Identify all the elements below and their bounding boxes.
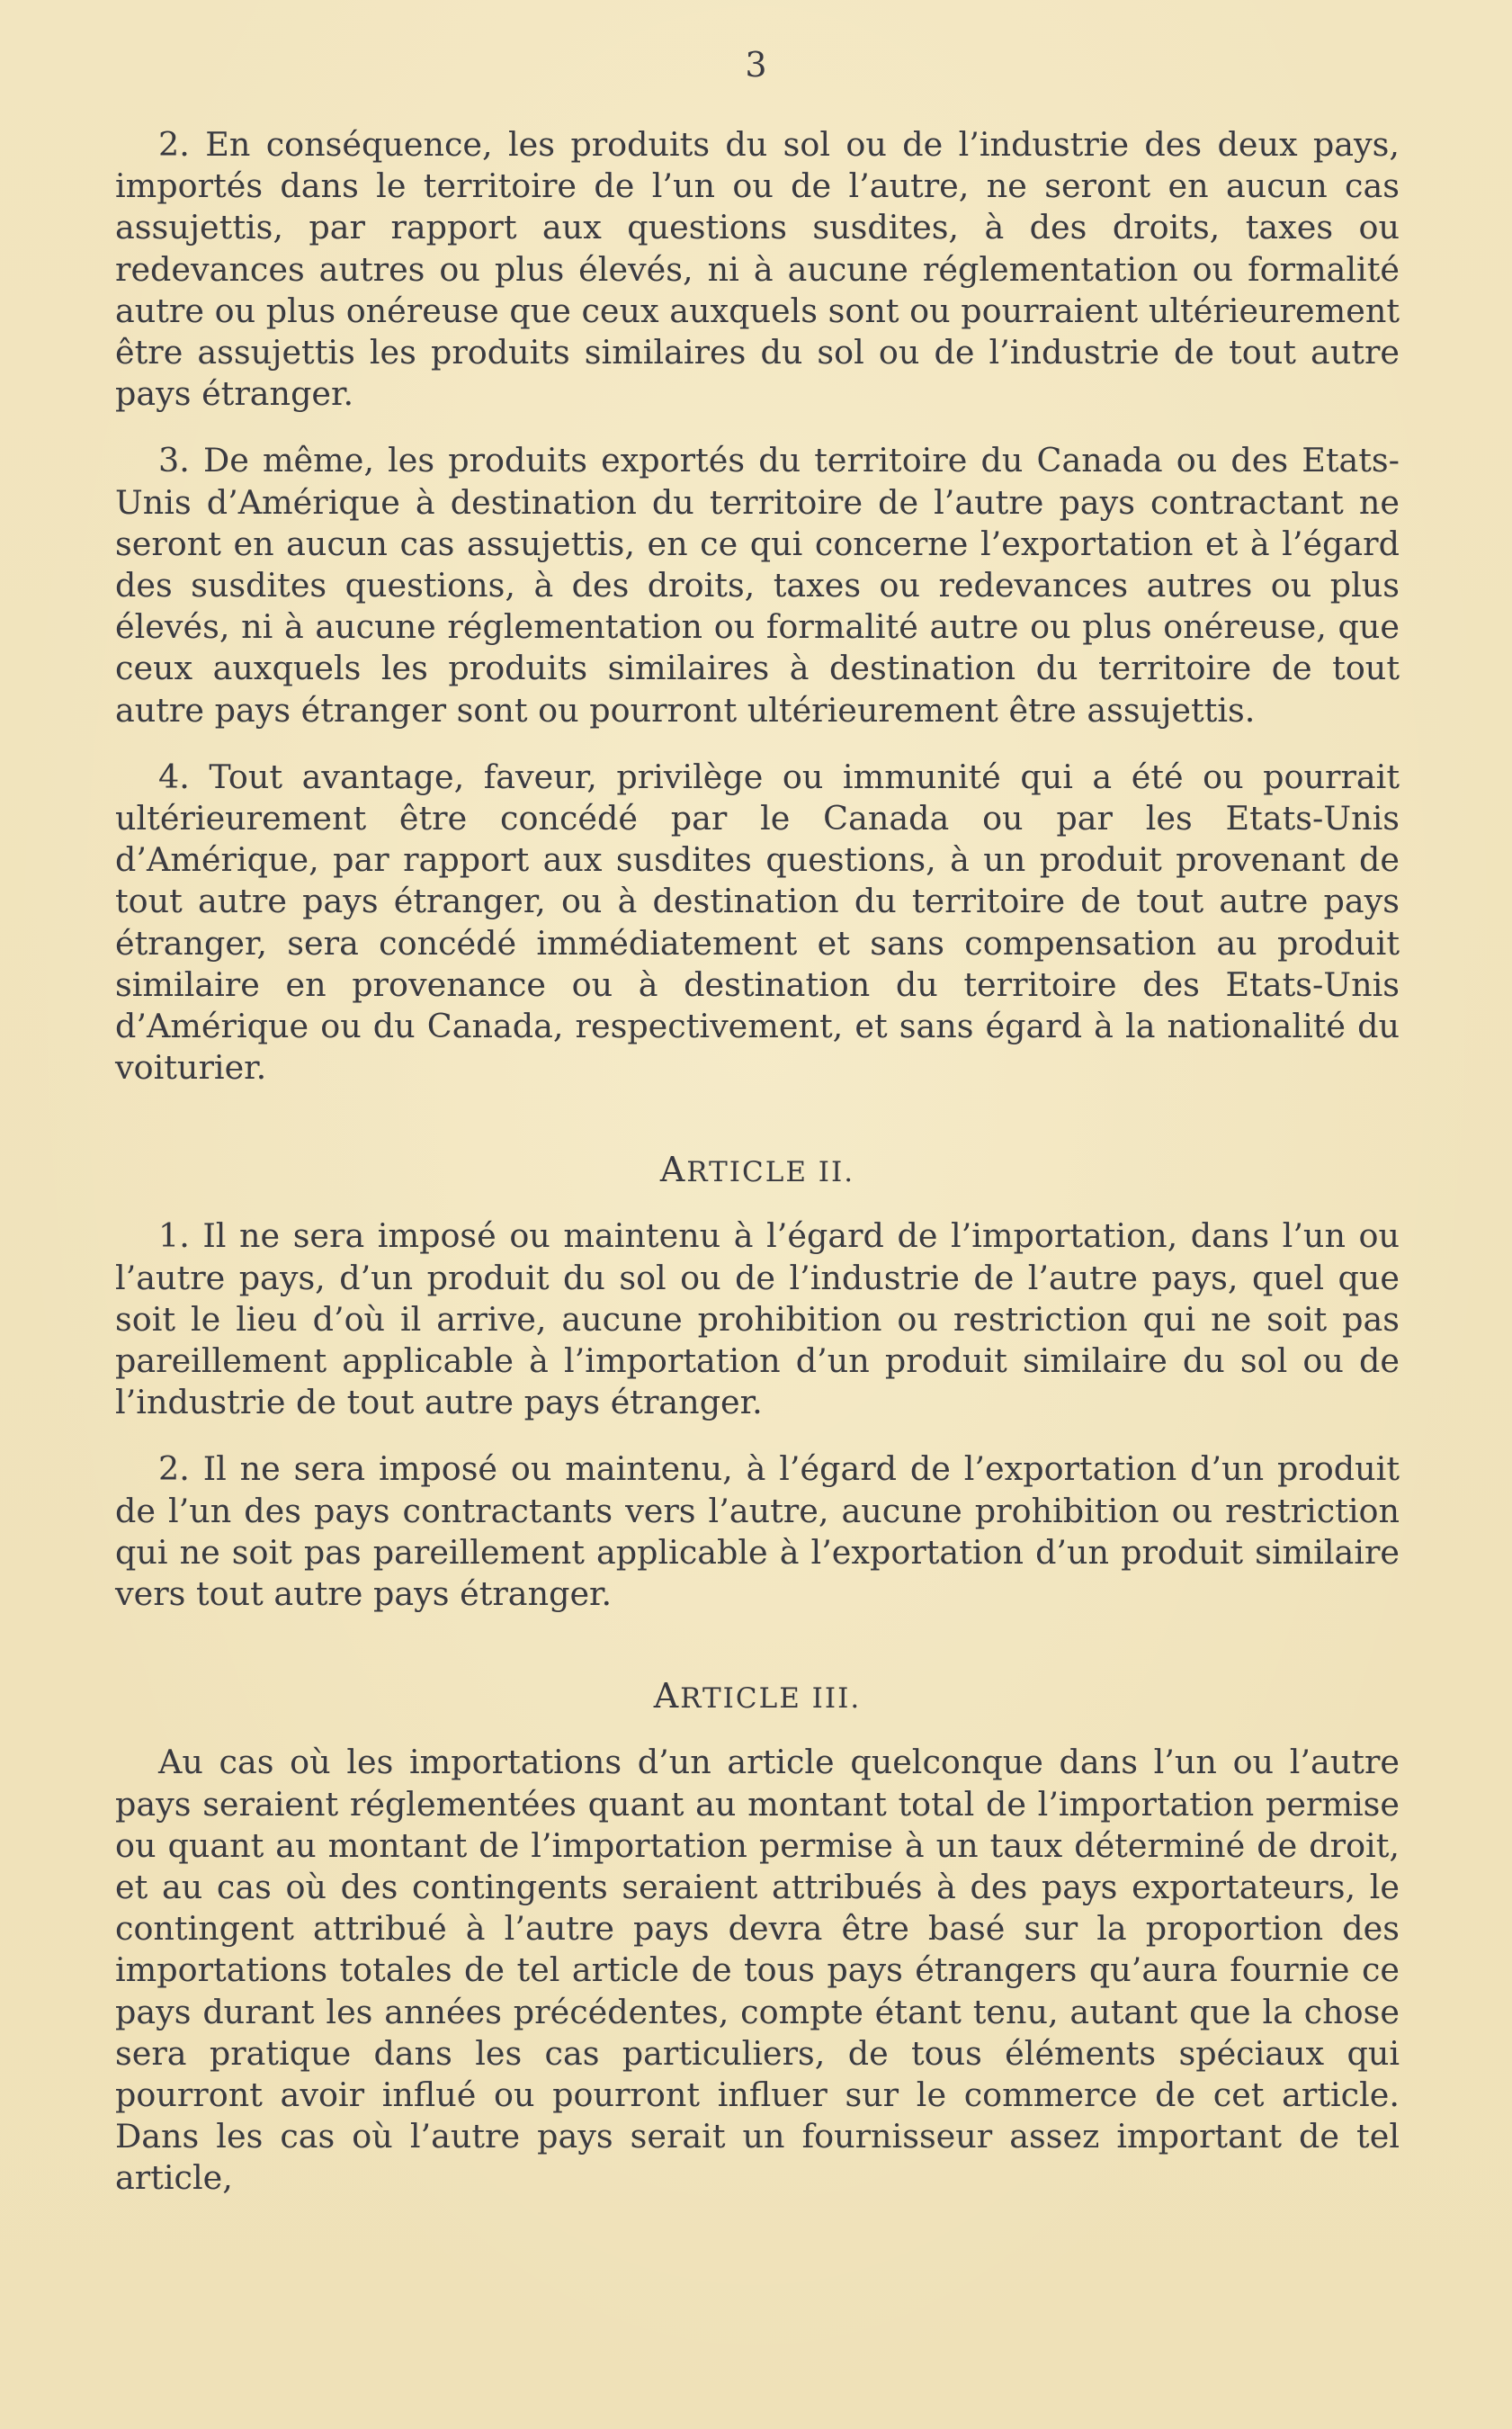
page-content: [115, 124, 1400, 2200]
article-ii-heading-cap: A: [659, 1150, 687, 1190]
article-iii-heading: [115, 1678, 1400, 1716]
paragraph-article-i-2: 2. En conséquence, les produits du sol ou de l’industrie des deux pays, importés dans le territoire de l’un ou de l’autre, ne seront en aucun cas assujettis, par rapport aux questions susdites, à des droits, taxes ou redevances autres ou plus élevés, ni à aucune réglementation ou formalité autre ou plus onéreuse que ceux auxquels sont ou pourraient ultérieurement être assujettis les produits similaires du sol ou de l’industrie de tout autre pays étranger.: [115, 125, 1400, 414]
paragraph-article-i-3: 3. De même, les produits exportés du territoire du Canada ou des Etats-Unis d’Amérique à destination du territoire de l’autre pays contractant ne seront en aucun cas assujettis, en ce qui concerne l’exportation et à l’égard des susdites questions, à des droits, taxes ou redevances autres ou plus élevés, ni à aucune réglementation ou formalité autre ou plus onéreuse, que ceux auxquels les produits similaires à destination du territoire de tout autre pays étranger sont ou pourront ultérieurement être assujettis.: [115, 441, 1400, 730]
article-iii-heading-cap: A: [653, 1676, 681, 1716]
paragraph-article-ii-1: 1. Il ne sera imposé ou maintenu à l’égard de l’importation, dans l’un ou l’autre pays, d’un produit du sol ou de l’industrie de l’autre pays, quel que soit le lieu d’où il arrive, aucune prohibition ou restriction qui ne soit pas pareillement applicable à l’importation d’un produit similaire du sol ou de l’industrie de tout autre pays étranger.: [115, 1216, 1400, 1422]
article-ii-heading: [115, 1152, 1400, 1190]
paragraph-article-ii-2: 2. Il ne sera imposé ou maintenu, à l’égard de l’exportation d’un produit de l’un des pays contractants vers l’autre, aucune prohibition ou restriction qui ne soit pas pareillement applicable à l’exportation d’un produit similaire vers tout autre pays étranger.: [115, 1449, 1400, 1614]
paragraph-article-iii-1: Au cas où les importations d’un article quelconque dans l’un ou l’autre pays seraient réglementées quant au montant total de l’importation permise ou quant au montant de l’importation permise à un taux déterminé de droit, et au cas où des contingents seraient attribués à des pays exportateurs, le contingent attribué à l’autre pays devra être basé sur la proportion des importations totales de tel article de tous pays étrangers qu’aura fournie ce pays durant les années précédentes, compte étant tenu, autant que la chose sera pratique dans les cas particuliers, de tous éléments spéciaux qui pourront avoir influé ou pourront influer sur le commerce de cet article. Dans les cas où l’autre pays serait un fournisseur assez important de tel article,: [115, 1743, 1400, 2198]
page-number: 3: [745, 45, 767, 85]
article-iii-heading-rest: RTICLE III.: [680, 1682, 862, 1716]
paragraph-article-i-4: 4. Tout avantage, faveur, privilège ou immunité qui a été ou pourrait ultérieurement être concédé par le Canada ou par les Etats-Unis d’Amérique, par rapport aux susdites questions, à un produit provenant de tout autre pays étranger, ou à destination du territoire de tout autre pays étranger, sera concédé immédiatement et sans compensation au produit similaire en provenance ou à destination du territoire des Etats-Unis d’Amérique ou du Canada, respectivement, et sans égard à la nationalité du voiturier.: [115, 757, 1400, 1088]
article-ii-heading-rest: RTICLE II.: [686, 1156, 855, 1189]
